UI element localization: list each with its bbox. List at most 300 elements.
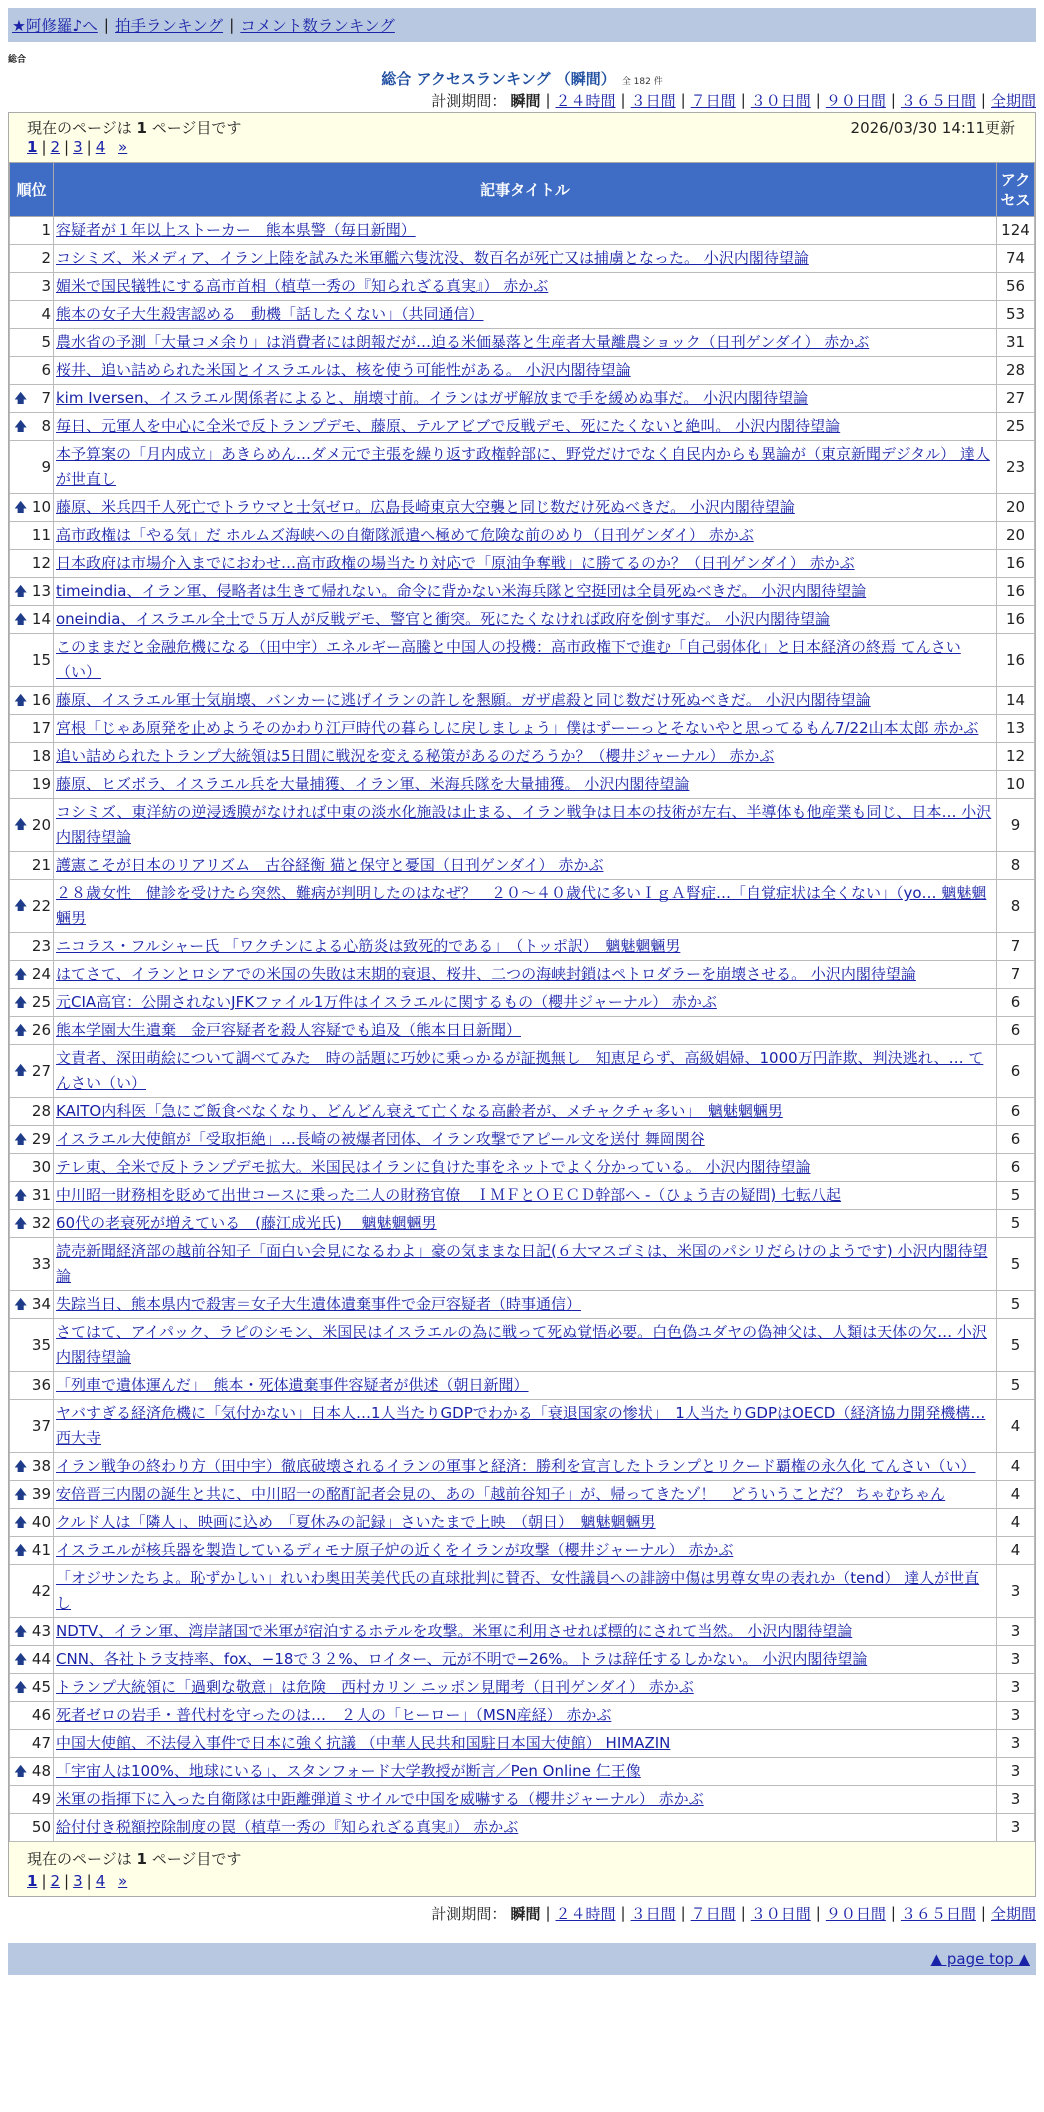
title-cell — [54, 1814, 997, 1842]
title-cell — [54, 1372, 997, 1400]
article-title-link[interactable]: 容疑者が１年以上ストーカー 熊本県警（毎日新聞） — [56, 221, 416, 239]
table-row — [10, 634, 1035, 687]
rank-number: 45 — [31, 1678, 51, 1696]
pager-separator: | — [86, 1872, 92, 1890]
table-row — [10, 578, 1035, 606]
article-title-link[interactable]: NDTV、イラン軍、湾岸諸国で米軍が宿泊するホテルを攻撃。米軍に利用させれば標的にされて当然。 小沢内閣待望論 — [56, 1622, 853, 1640]
pager-current-page[interactable]: 1 — [27, 138, 38, 156]
access-count: 25 — [997, 413, 1035, 441]
table-row — [10, 1126, 1035, 1154]
article-title-link[interactable]: トランプ大統領に「過剰な敬意」は危険 西村カリン ニッポン見聞考（日刊ゲンダイ） 赤かぶ — [56, 1678, 694, 1696]
article-title-link[interactable]: 死者ゼロの岩手・普代村を守ったのは… ２人の「ヒーロー」（MSN産経） 赤かぶ — [56, 1706, 612, 1724]
ranking-table — [9, 162, 1035, 1842]
rank-number: 40 — [31, 1513, 51, 1531]
total-count: 全 182 件 — [621, 77, 663, 87]
rank-cell — [10, 1537, 54, 1565]
rank-number: 21 — [31, 856, 51, 874]
title-cell — [54, 1786, 997, 1814]
rank-number: 17 — [31, 719, 51, 737]
table-row — [10, 245, 1035, 273]
title-cell — [54, 1509, 997, 1537]
rank-cell — [10, 1481, 54, 1509]
period-separator: | — [815, 91, 821, 109]
rank-cell — [10, 1154, 54, 1182]
rank-number: 35 — [31, 1335, 51, 1354]
access-count: 5 — [997, 1291, 1035, 1319]
title-cell — [54, 1674, 997, 1702]
title-cell — [54, 1730, 997, 1758]
period-option-7[interactable]: 全期間 — [990, 91, 1036, 110]
article-title-link[interactable]: ２８歳女性 健診を受けたら突然、難病が判明したのはなぜ？ ２０～４０歳代に多いＩｇＡ腎症…「自覚症状は全くない」（yo… 魑魅魍魎男 — [56, 884, 987, 927]
access-count: 3 — [997, 1565, 1035, 1618]
current-page-text: 現在のページは 1 ページ目です — [27, 119, 242, 137]
access-count: 10 — [997, 771, 1035, 799]
title-cell — [54, 550, 997, 578]
table-row — [10, 1291, 1035, 1319]
rank-up-arrow-icon: 🡅 — [14, 1459, 28, 1474]
table-row — [10, 1182, 1035, 1210]
pager-page-2[interactable]: 2 — [50, 138, 61, 156]
rank-cell — [10, 1210, 54, 1238]
rank-cell — [10, 1758, 54, 1786]
title-cell — [54, 1182, 997, 1210]
article-title-link[interactable]: テレ東、全米で反トランプデモ拡大。米国民はイランに負けた事をネットでよく分かっている。 小沢内閣待望論 — [56, 1158, 811, 1176]
title-cell — [54, 1400, 997, 1453]
rank-up-arrow-icon: 🡅 — [14, 1188, 28, 1203]
access-count: 14 — [997, 687, 1035, 715]
article-title-link[interactable]: CNN、各社トラ支持率、fox、−18で３２%、ロイター、元が不明で−26%。トラは辞任するしかない。 小沢内閣待望論 — [56, 1650, 868, 1668]
rank-up-arrow-icon: 🡅 — [14, 1515, 28, 1530]
pager-page-4[interactable]: 4 — [95, 1872, 106, 1890]
rank-number: 19 — [31, 775, 51, 793]
period-option-2[interactable]: ３日間 — [630, 91, 676, 110]
rank-number: 31 — [31, 1186, 51, 1204]
table-row — [10, 1758, 1035, 1786]
period-option-5[interactable]: ９０日間 — [825, 1904, 886, 1923]
table-row — [10, 771, 1035, 799]
access-count: 16 — [997, 578, 1035, 606]
title-cell — [54, 1126, 997, 1154]
title-cell — [54, 385, 997, 413]
rank-cell — [10, 578, 54, 606]
table-row — [10, 1453, 1035, 1481]
access-count: 3 — [997, 1702, 1035, 1730]
pager-page-4[interactable]: 4 — [95, 138, 106, 156]
title-cell — [54, 273, 997, 301]
rank-number: 22 — [31, 896, 51, 915]
article-title-link[interactable]: timeindia、イラン軍、侵略者は生きて帰れない。命令に背かない米海兵隊と空挺団は全員死ぬべきだ。 小沢内閣待望論 — [56, 582, 867, 600]
pager-page-3[interactable]: 3 — [73, 1872, 83, 1890]
rank-cell — [10, 273, 54, 301]
title-cell — [54, 1154, 997, 1182]
period-separator: | — [545, 91, 551, 109]
rank-number: 50 — [31, 1818, 51, 1836]
period-option-3[interactable]: ７日間 — [690, 1904, 736, 1923]
article-title-link[interactable]: 農水省の予測「大量コメ余り」は消費者には朗報だが…迫る米価暴落と生産者大量離農ショック（日刊ゲンダイ） 赤かぶ — [56, 333, 870, 351]
title-cell — [54, 441, 997, 494]
title-cell — [54, 880, 997, 933]
rank-cell — [10, 1182, 54, 1210]
article-title-link[interactable]: コシミズ、米メディア、イラン上陸を試みた米軍艦六隻沈没、数百名が死亡又は捕虜となった。 小沢内閣待望論 — [56, 249, 809, 267]
access-count: 13 — [997, 715, 1035, 743]
article-title-link[interactable]: 元CIA高官：公開されないJFKファイル1万件はイスラエルに関するもの（櫻井ジャーナル） 赤かぶ — [56, 993, 717, 1011]
updated-timestamp: 2026/03/30 14:11更新 — [850, 119, 1015, 137]
rank-number: 25 — [31, 993, 51, 1011]
current-page-text-bottom: 現在のページは 1 ページ目です — [27, 1850, 242, 1868]
access-count: 6 — [997, 989, 1035, 1017]
table-row — [10, 413, 1035, 441]
access-count: 20 — [997, 494, 1035, 522]
access-count: 23 — [997, 441, 1035, 494]
rank-up-arrow-icon: 🡅 — [14, 1680, 28, 1695]
table-row — [10, 1565, 1035, 1618]
table-row — [10, 441, 1035, 494]
rank-cell — [10, 1319, 54, 1372]
table-row — [10, 1481, 1035, 1509]
table-row — [10, 1017, 1035, 1045]
rank-number: 28 — [31, 1102, 51, 1120]
pager-spacer — [109, 138, 114, 156]
rank-cell — [10, 245, 54, 273]
article-title-link[interactable]: 藤原、イスラエル軍士気崩壊、バンカーに逃げイランの許しを懇願。ガザ虐殺と同じ数だけ死ぬべきだ。 小沢内閣待望論 — [56, 691, 871, 709]
access-count: 3 — [997, 1758, 1035, 1786]
page-info — [9, 113, 1035, 138]
rank-cell — [10, 799, 54, 852]
title-cell — [54, 413, 997, 441]
article-title-link[interactable]: 読売新聞経済部の越前谷知子「面白い会見になるわよ」豪の気ままな日記(６大マスゴミは、米国のパシリだらけのようです) 小沢内閣待望論 — [56, 1242, 988, 1285]
access-count: 6 — [997, 1126, 1035, 1154]
access-count: 5 — [997, 1182, 1035, 1210]
access-count: 4 — [997, 1400, 1035, 1453]
rank-number: 6 — [41, 361, 51, 379]
table-row — [10, 1786, 1035, 1814]
period-separator: | — [815, 1904, 821, 1922]
article-title-link[interactable]: 護憲こそが日本のリアリズム 古谷経衡 猫と保守と憂国（日刊ゲンダイ） 赤かぶ — [56, 856, 604, 874]
title-cell — [54, 1758, 997, 1786]
rank-number: 7 — [41, 389, 51, 407]
table-row — [10, 1319, 1035, 1372]
rank-cell — [10, 1509, 54, 1537]
access-count: 6 — [997, 1098, 1035, 1126]
pager-separator: | — [64, 1872, 70, 1890]
period-separator: | — [545, 1904, 551, 1922]
article-title-link[interactable]: 本予算案の「月内成立」あきらめん…ダメ元で主張を繰り返す政権幹部に、野党だけでなく自民内からも異論が（東京新聞デジタル） 達人が世直し — [56, 445, 990, 488]
rank-cell — [10, 852, 54, 880]
rank-up-arrow-icon: 🡅 — [14, 967, 28, 982]
article-title-link[interactable]: 米軍の指揮下に入った自衛隊は中距離弾道ミサイルで中国を威嚇する（櫻井ジャーナル） 赤かぶ — [56, 1790, 704, 1808]
period-separator: | — [620, 1904, 626, 1922]
rank-up-arrow-icon: 🡅 — [14, 391, 28, 406]
article-title-link[interactable]: コシミズ、東洋紡の逆浸透膜がなければ中東の淡水化施設は止まる、イラン戦争は日本の技術が左右、半導体も他産業も同じ、日本… 小沢内閣待望論 — [56, 803, 992, 846]
article-title-link[interactable]: このままだと金融危機になる（田中宇）エネルギー高騰と中国人の投機：高市政権下で進む「自己弱体化」と日本経済の終焉 てんさい（い） — [56, 638, 961, 681]
title-cell — [54, 1537, 997, 1565]
rank-cell — [10, 771, 54, 799]
rank-number: 18 — [31, 747, 51, 765]
rank-number: 11 — [31, 526, 51, 544]
access-count: 4 — [997, 1537, 1035, 1565]
article-title-link[interactable]: 文責者、深田萌絵について調べてみた 時の話題に巧妙に乗っかるが証拠無し 知恵足らず、高級娼婦、1000万円詐欺、判決逃れ、… てんさい（い） — [56, 1049, 984, 1092]
article-title-link[interactable]: イスラエルが核兵器を製造しているディモナ原子炉の近くをイランが攻撃（櫻井ジャーナル） 赤かぶ — [56, 1541, 734, 1559]
title-cell — [54, 634, 997, 687]
article-title-link[interactable]: 高市政権は「やる気」だ ホルムズ海峡への自衛隊派遣へ極めて危険な前のめり（日刊ゲンダイ） 赤かぶ — [56, 526, 754, 544]
table-row — [10, 1045, 1035, 1098]
period-option-3[interactable]: ７日間 — [690, 91, 736, 110]
title-cell — [54, 961, 997, 989]
access-count: 74 — [997, 245, 1035, 273]
rank-number: 34 — [31, 1295, 51, 1313]
title-cell — [54, 494, 997, 522]
title-cell — [54, 1565, 997, 1618]
article-title-link[interactable]: 熊本学園大生遺棄 金戸容疑者を殺人容疑でも追及（熊本日日新聞） — [56, 1021, 522, 1039]
article-title-link[interactable]: 藤原、米兵四千人死亡でトラウマと士気ゼロ。広島長崎東京大空襲と同じ数だけ死ぬべきだ。 小沢内閣待望論 — [56, 498, 795, 516]
rank-cell — [10, 522, 54, 550]
article-title-link[interactable]: 追い詰められたトランプ大統領は5日間に戦況を変える秘策があるのだろうか？（櫻井ジャーナル） 赤かぶ — [56, 747, 775, 765]
rank-number: 37 — [31, 1416, 51, 1435]
rank-cell — [10, 1814, 54, 1842]
article-title-link[interactable]: 失踪当日、熊本県内で殺害＝女子大生遺体遺棄事件で金戸容疑者（時事通信） — [56, 1295, 582, 1313]
article-title-link[interactable]: 中国大使館、不法侵入事件で日本に強く抗議 （中華人民共和国駐日本国大使館） HIMAZIN — [56, 1734, 671, 1752]
rank-number: 26 — [31, 1021, 51, 1039]
rank-cell — [10, 634, 54, 687]
rank-number: 2 — [41, 249, 51, 267]
article-title-link[interactable]: イスラエル大使館が「受取拒絶」…長崎の被爆者団体、イラン攻撃でアピール文を送付 舞岡関谷 — [56, 1130, 705, 1148]
rank-up-arrow-icon: 🡅 — [14, 1487, 28, 1502]
period-separator: | — [740, 91, 746, 109]
rank-number: 3 — [41, 277, 51, 295]
rank-cell — [10, 1045, 54, 1098]
article-title-link[interactable]: 宮根「じゃあ原発を止めようそのかわり江戸時代の暮らしに戻しましょう」僕はずーーっとそないやと思ってるもん7/22山本太郎 赤かぶ — [56, 719, 979, 737]
rank-number: 9 — [41, 457, 51, 476]
pager-separator: | — [41, 1872, 47, 1890]
period-option-1[interactable]: ２４時間 — [555, 1904, 616, 1923]
title-cell — [54, 578, 997, 606]
table-row — [10, 522, 1035, 550]
access-count: 3 — [997, 1618, 1035, 1646]
title-cell — [54, 743, 997, 771]
rank-up-arrow-icon: 🡅 — [14, 1543, 28, 1558]
access-count: 5 — [997, 1372, 1035, 1400]
access-count: 5 — [997, 1238, 1035, 1291]
rank-number: 46 — [31, 1706, 51, 1724]
rank-cell — [10, 880, 54, 933]
bottom-bar — [8, 1943, 1036, 1975]
nav-separator: | — [229, 16, 235, 34]
table-row — [10, 1400, 1035, 1453]
title-cell — [54, 1702, 997, 1730]
access-count: 124 — [997, 217, 1035, 245]
access-count: 28 — [997, 357, 1035, 385]
table-row — [10, 1730, 1035, 1758]
article-title-link[interactable]: 熊本の女子大生殺害認める 動機「話したくない」（共同通信） — [56, 305, 484, 323]
access-count: 20 — [997, 522, 1035, 550]
pager-page-3[interactable]: 3 — [73, 138, 83, 156]
period-selector-bottom — [8, 1901, 1036, 1925]
rank-number: 42 — [31, 1581, 51, 1600]
article-title-link[interactable]: 「宇宙人は100%、地球にいる」、スタンフォード大学教授が断言／Pen Online 仁王像 — [56, 1762, 641, 1780]
rank-number: 39 — [31, 1485, 51, 1503]
pager-separator: | — [86, 138, 92, 156]
rank-number: 4 — [41, 305, 51, 323]
article-title-link[interactable]: ニコラス・フルシャー氏 「ワクチンによる心筋炎は致死的である」 （トッポ訳） 魑魅魍魎男 — [56, 937, 681, 955]
rank-cell — [10, 606, 54, 634]
rank-cell — [10, 1098, 54, 1126]
rank-cell — [10, 217, 54, 245]
article-title-link[interactable]: はてさて、イランとロシアでの米国の失敗は末期的衰退、桜井、二つの海峡封鎖はペトロダラーを崩壊させる。 小沢内閣待望論 — [56, 965, 916, 983]
article-title-link[interactable]: oneindia、イスラエル全土で５万人が反戦デモ、警官と衝突。死にたくなければ政府を倒す事だ。 小沢内閣待望論 — [56, 610, 830, 628]
title-cell — [54, 245, 997, 273]
rank-cell — [10, 1238, 54, 1291]
rank-number: 1 — [41, 221, 51, 239]
period-option-5[interactable]: ９０日間 — [825, 91, 886, 110]
title-cell — [54, 687, 997, 715]
rank-up-arrow-icon: 🡅 — [14, 500, 28, 515]
article-title-link[interactable]: KAITO内科医「急にご飯食べなくなり、どんどん衰えて亡くなる高齢者が、メチャクチャ多い」 魑魅魍魎男 — [56, 1102, 783, 1120]
article-title-link[interactable]: クルド人は「隣人」、映画に込め 「夏休みの記録」さいたまで上映 （朝日） 魑魅魍魎男 — [56, 1513, 656, 1531]
article-title-link[interactable]: 安倍晋三内閣の誕生と共に、中川昭一の酩酊記者会見の、あの「越前谷知子」が、帰ってきたゾ！ どういうことだ？ ちゃむちゃん — [56, 1485, 946, 1503]
article-title-link[interactable]: 「列車で遺体運んだ」 熊本・死体遺棄事件容疑者が供述（朝日新聞） — [56, 1376, 529, 1394]
rank-number: 12 — [31, 554, 51, 572]
rank-cell — [10, 1453, 54, 1481]
pager-separator: | — [41, 138, 47, 156]
table-row — [10, 989, 1035, 1017]
category-label: 総合 — [8, 55, 27, 65]
article-title-link[interactable]: ヤバすぎる経済危機に「気付かない」日本人…1人当たりGDPでわかる「衰退国家の惨状」 1人当たりGDPはOECD（経済協力開発機構… 西大寺 — [56, 1404, 986, 1447]
access-count: 4 — [997, 1481, 1035, 1509]
title-cell — [54, 522, 997, 550]
table-row — [10, 1509, 1035, 1537]
access-count: 6 — [997, 1154, 1035, 1182]
title-cell — [54, 1045, 997, 1098]
table-row — [10, 329, 1035, 357]
rank-number: 43 — [31, 1622, 51, 1640]
access-count: 16 — [997, 606, 1035, 634]
access-count: 7 — [997, 961, 1035, 989]
rank-up-arrow-icon: 🡅 — [14, 1297, 28, 1312]
rank-cell — [10, 301, 54, 329]
article-title-link[interactable]: イラン戦争の終わり方（田中宇）徹底破壊されるイランの軍事と経済：勝利を宣言したトランプとリクード覇権の永久化 てんさい（い） — [56, 1457, 976, 1475]
pager-next[interactable]: » — [118, 138, 128, 156]
period-option-6[interactable]: ３６５日間 — [900, 1904, 976, 1923]
table-row — [10, 961, 1035, 989]
access-count: 7 — [997, 933, 1035, 961]
period-option-4[interactable]: ３０日間 — [750, 91, 811, 110]
article-title-link[interactable]: 藤原、ヒズボラ、イスラエル兵を大量捕獲、イラン軍、米海兵隊を大量捕獲。 小沢内閣待望論 — [56, 775, 690, 793]
rank-cell — [10, 1017, 54, 1045]
article-title-link[interactable]: 日本政府は市場介入までにおわせ…高市政権の場当たり対応で「原油争奪戦」に勝てるのか？（日刊ゲンダイ） 赤かぶ — [56, 554, 855, 572]
pager-spacer — [109, 1872, 114, 1890]
rank-up-arrow-icon: 🡅 — [14, 817, 28, 833]
nav-separator: | — [103, 16, 110, 34]
pager-page-2[interactable]: 2 — [50, 1872, 61, 1890]
table-row — [10, 385, 1035, 413]
page-top-link[interactable]: ▲ page top ▲ — [930, 1950, 1030, 1968]
article-title-link[interactable]: 毎日、元軍人を中心に全米で反トランプデモ、藤原、テルアビブで反戦デモ、死にたくないと絶叫。 小沢内閣待望論 — [56, 417, 841, 435]
rank-cell — [10, 743, 54, 771]
rank-number: 23 — [31, 937, 51, 955]
pager-top — [9, 138, 1035, 162]
article-title-link[interactable]: 中川昭一財務相を貶めて出世コースに乗った二人の財務官僚 ＩＭＦとＯＥＣＤ幹部へ -（ひょう吉の疑問) 七転八起 — [56, 1186, 842, 1204]
rank-number: 8 — [41, 417, 51, 435]
rank-cell — [10, 961, 54, 989]
title-cell — [54, 715, 997, 743]
rank-number: 16 — [31, 691, 51, 709]
period-option-1[interactable]: ２４時間 — [555, 91, 616, 110]
period-option-4[interactable]: ３０日間 — [750, 1904, 811, 1923]
article-title-link[interactable]: 媚米で国民犠牲にする高市首相（植草一秀の『知られざる真実』） 赤かぶ — [56, 277, 549, 295]
rank-cell — [10, 1618, 54, 1646]
period-current: 瞬間 — [510, 91, 541, 110]
access-count: 3 — [997, 1786, 1035, 1814]
table-row — [10, 880, 1035, 933]
header-access: アクセス — [997, 163, 1035, 217]
period-separator: | — [740, 1904, 746, 1922]
rank-up-arrow-icon: 🡅 — [14, 1652, 28, 1667]
rank-up-arrow-icon: 🡅 — [14, 898, 28, 914]
rank-cell — [10, 329, 54, 357]
table-row — [10, 1618, 1035, 1646]
article-title-link[interactable]: 「オジサンたちよ。恥ずかしい」れいわ奥田芙美代氏の直球批判に賛否、女性議員への誹謗中傷は男尊女卑の表れか（tend） 達人が世直し — [56, 1569, 980, 1612]
rank-up-arrow-icon: 🡅 — [14, 995, 28, 1010]
title-cell — [54, 301, 997, 329]
article-title-link[interactable]: kim Iversen、イスラエル関係者によると、崩壊寸前。イランはガザ解放まで手を緩めぬ事だ。 小沢内閣待望論 — [56, 389, 809, 407]
period-selector-top — [8, 88, 1036, 112]
nav-link-applause-ranking[interactable]: 拍手ランキング — [115, 17, 224, 35]
title-cell — [54, 217, 997, 245]
title-cell — [54, 852, 997, 880]
nav-link-comment-ranking[interactable]: コメント数ランキング — [240, 17, 395, 35]
table-row — [10, 687, 1035, 715]
article-title-link[interactable]: 60代の老衰死が増えている (藤江成光氏) 魑魅魍魎男 — [56, 1214, 437, 1232]
article-title-link[interactable]: 給付付き税額控除制度の罠（植草一秀の『知られざる真実』） 赤かぶ — [56, 1818, 519, 1836]
table-row — [10, 715, 1035, 743]
access-count: 53 — [997, 301, 1035, 329]
access-count: 4 — [997, 1509, 1035, 1537]
period-separator: | — [890, 1904, 896, 1922]
period-option-7[interactable]: 全期間 — [990, 1904, 1036, 1923]
rank-cell — [10, 385, 54, 413]
rank-cell — [10, 933, 54, 961]
period-option-2[interactable]: ３日間 — [630, 1904, 676, 1923]
table-row — [10, 1814, 1035, 1842]
period-label: 計測期間： — [431, 1904, 507, 1923]
access-count: 5 — [997, 1319, 1035, 1372]
rank-cell — [10, 357, 54, 385]
period-option-6[interactable]: ３６５日間 — [900, 91, 976, 110]
rank-number: 13 — [31, 582, 51, 600]
rank-up-arrow-icon: 🡅 — [14, 419, 28, 434]
nav-link-ashura[interactable]: ★阿修羅♪へ — [12, 17, 98, 35]
pager-current-page[interactable]: 1 — [27, 1872, 38, 1890]
article-title-link[interactable]: 桜井、追い詰められた米国とイスラエルは、核を使う可能性がある。 小沢内閣待望論 — [56, 361, 631, 379]
access-count: 6 — [997, 1017, 1035, 1045]
title-cell — [54, 1453, 997, 1481]
rank-number: 41 — [31, 1541, 51, 1559]
rank-number: 49 — [31, 1790, 51, 1808]
title-cell — [54, 357, 997, 385]
title-cell — [54, 989, 997, 1017]
article-title-link[interactable]: さてはて、アイパック、ラピのシモン、米国民はイスラエルの為に戦って死ぬ覚悟必要。白色偽ユダヤの偽神父は、人類は天体の欠… 小沢内閣待望論 — [56, 1323, 987, 1366]
access-count: 31 — [997, 329, 1035, 357]
table-row — [10, 550, 1035, 578]
title-cell — [54, 1319, 997, 1372]
rank-number: 44 — [31, 1650, 51, 1668]
access-count: 16 — [997, 550, 1035, 578]
title-cell — [54, 799, 997, 852]
table-row — [10, 1154, 1035, 1182]
pager-next[interactable]: » — [118, 1872, 128, 1890]
rank-up-arrow-icon: 🡅 — [14, 1063, 28, 1079]
title-cell — [54, 1098, 997, 1126]
